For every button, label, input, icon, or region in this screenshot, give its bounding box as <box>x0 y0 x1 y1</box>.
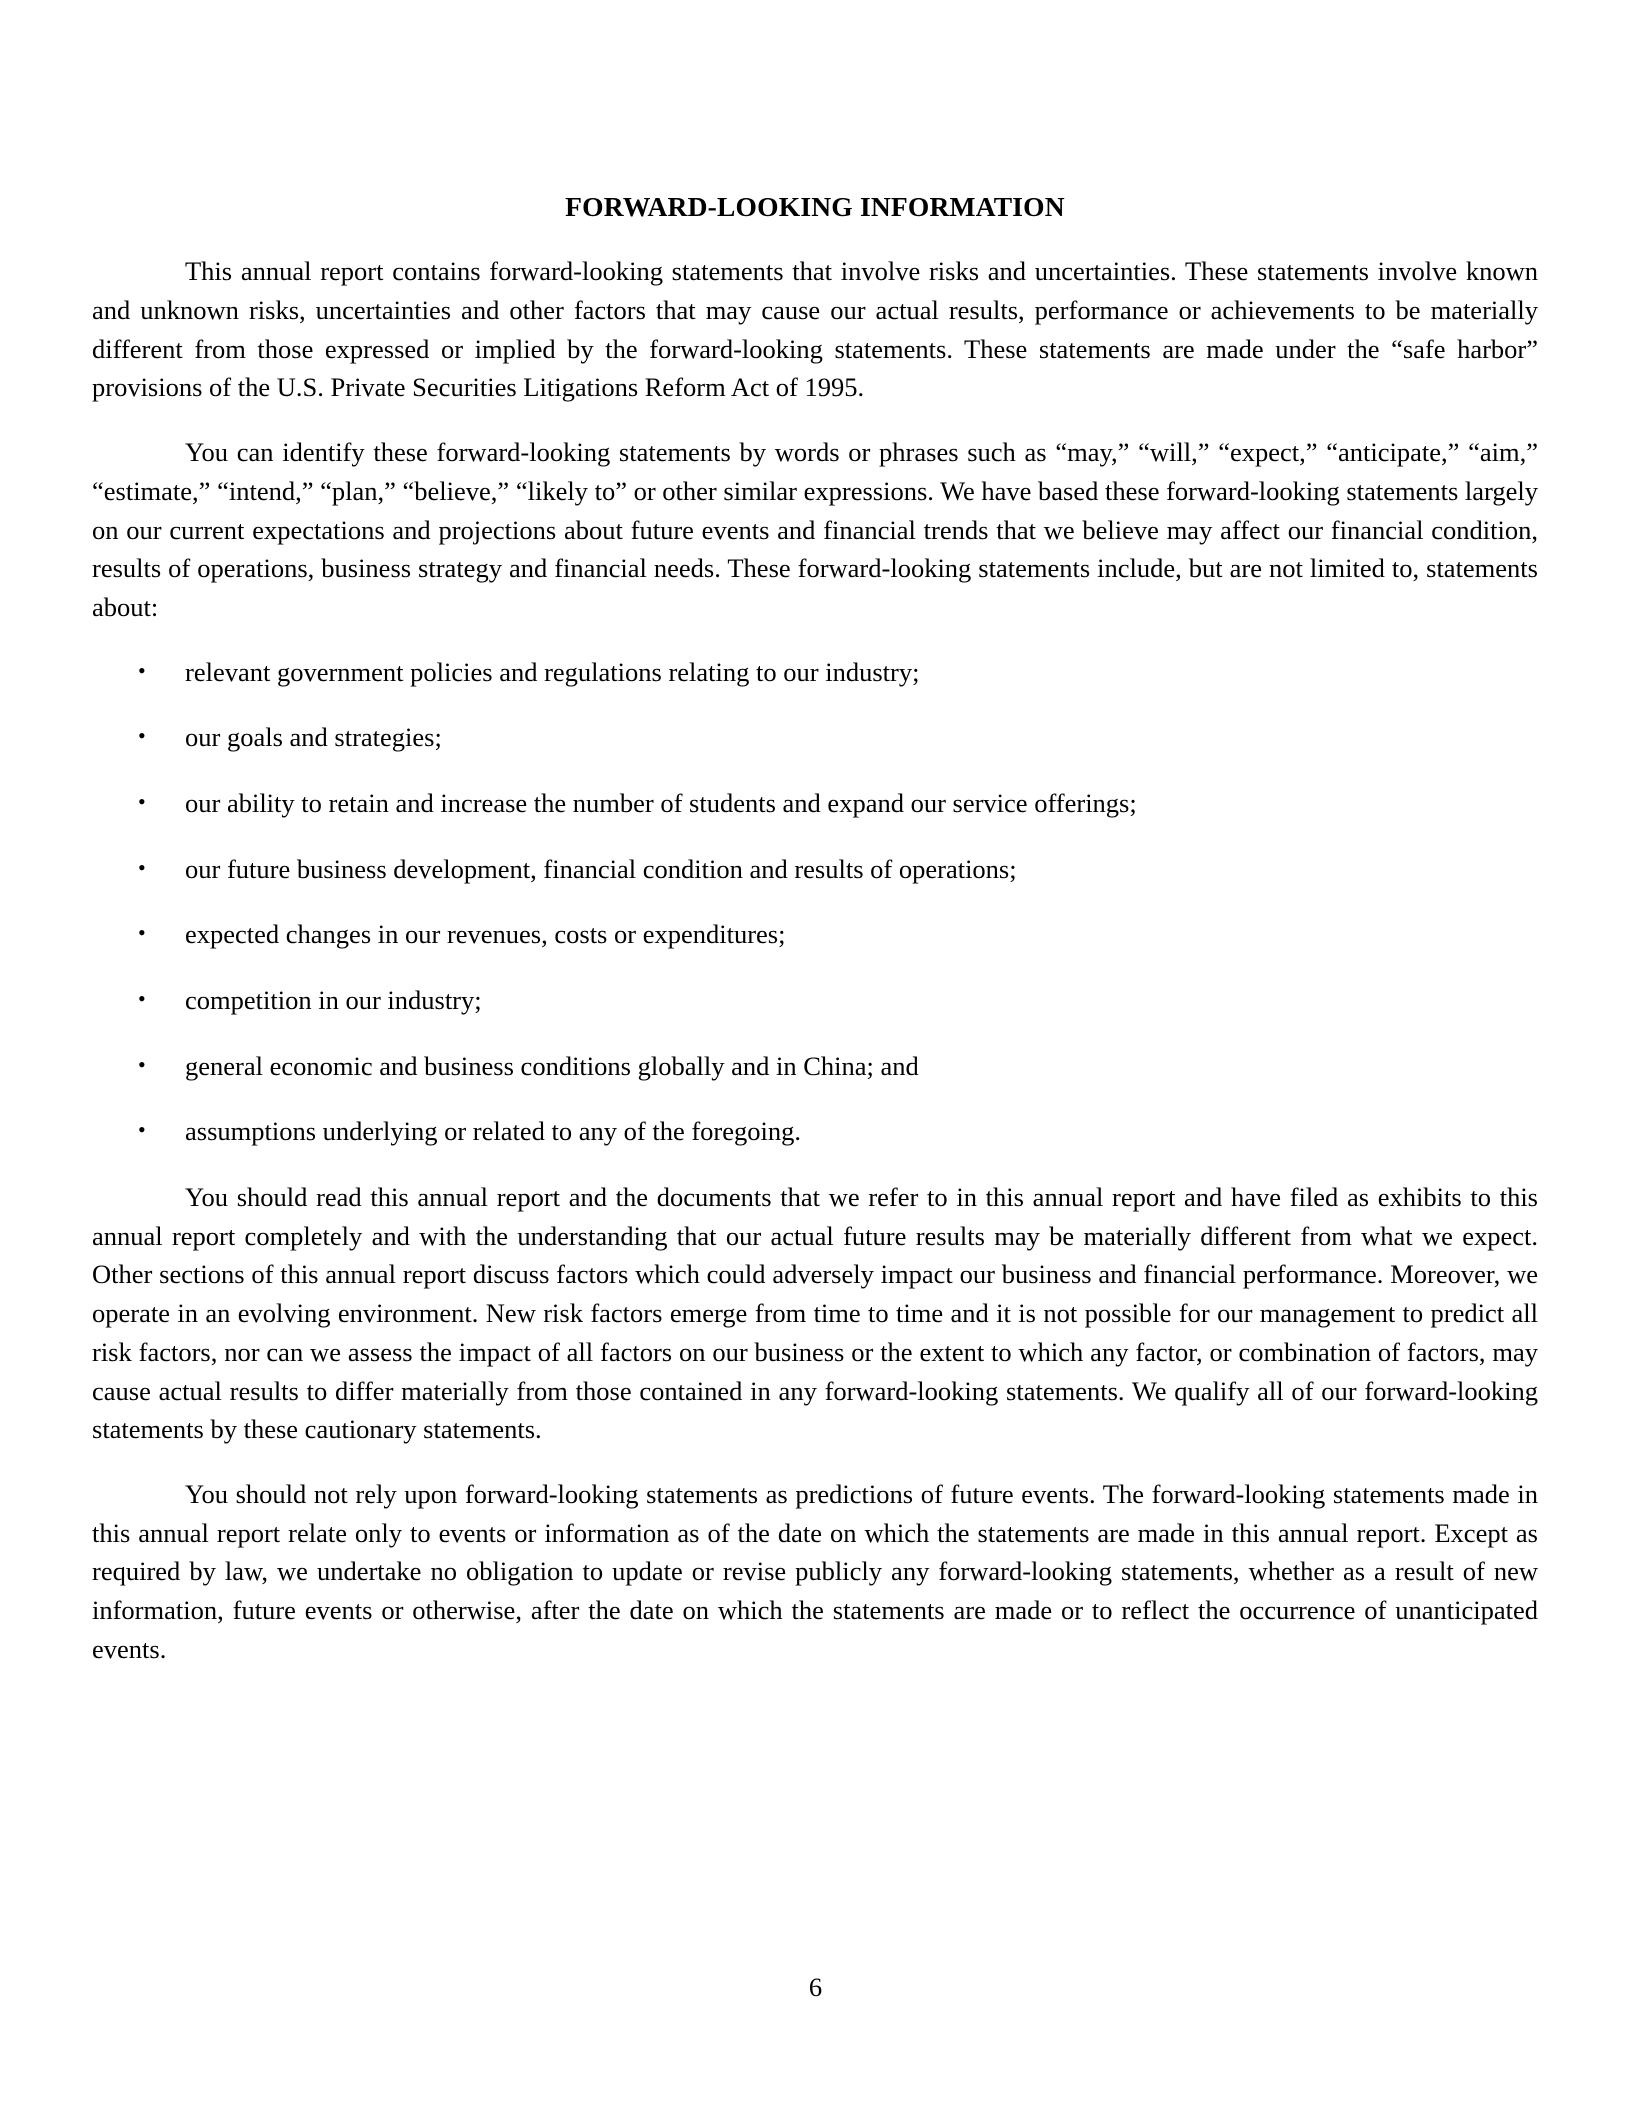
list-item-label: our ability to retain and increase the number of students and expand our service offerings; <box>185 787 1137 818</box>
list-item-label: our goals and strategies; <box>185 722 442 753</box>
paragraph-forward-looking-intro: This annual report contains forward-looking statements that involve risks and uncertainties. These statements involve known and unknown risks, uncertainties and other factors that may cause our actual results, performance or achievements to be materially different from those expressed or implied by the forward-looking statements. These statements are made under the “safe harbor” provisions of the U.S. Private Securities Litigations Reform Act of 1995. <box>92 256 1538 403</box>
bullet-icon: • <box>138 657 146 683</box>
bullet-icon: • <box>138 1051 146 1077</box>
bullet-icon: • <box>138 920 146 946</box>
paragraph-identify-statements: You can identify these forward-looking statements by words or phrases such as “may,” “will,” “expect,” “anticipate,” “aim,” “estimate,” “intend,” “plan,” “believe,” “likely to” or other similar expressions. We have based these forward-looking statements largely on our current expectations and projections about future events and financial trends that we believe may affect our financial condition, results of operations, business strategy and financial needs. These forward-looking statements include, but are not limited to, statements about: <box>92 437 1538 622</box>
list-item <box>92 1047 1538 1086</box>
list-item <box>92 915 1538 954</box>
list-item <box>92 1112 1538 1151</box>
list-item-label: competition in our industry; <box>185 985 482 1015</box>
bullet-icon: • <box>138 986 146 1011</box>
page-content <box>92 190 1538 1668</box>
bullet-icon: • <box>138 723 146 749</box>
list-item-label: our future business development, financial condition and results of operations; <box>185 853 1017 884</box>
list-item-label: general economic and business conditions globally and in China; and <box>185 1050 919 1081</box>
list-item-label: expected changes in our revenues, costs or expenditures; <box>185 919 786 950</box>
page-title: FORWARD-LOOKING INFORMATION <box>565 191 1065 222</box>
list-item-label: relevant government policies and regulations relating to our industry; <box>185 656 920 687</box>
list-item <box>92 784 1538 823</box>
list-item <box>92 653 1538 692</box>
list-item-label: assumptions underlying or related to any of the foregoing. <box>185 1116 801 1147</box>
bullet-icon: • <box>138 1117 146 1143</box>
bullet-icon: • <box>138 854 146 880</box>
bullet-icon: • <box>138 788 146 814</box>
forward-looking-topics-list <box>92 653 1538 1152</box>
page-number: 6 <box>808 1972 823 2002</box>
list-item <box>92 850 1538 889</box>
list-item <box>92 981 1538 1020</box>
list-item <box>92 718 1538 757</box>
paragraph-read-report: You should read this annual report and the documents that we refer to in this annual report and have filed as exhibits to this annual report completely and with the understanding that our actual future results may be materially different from what we expect. Other sections of this annual report discuss factors which could adversely impact our business and financial performance. Moreover, we operate in an evolving environment. New risk factors emerge from time to time and it is not possible for our management to predict all risk factors, nor can we assess the impact of all factors on our business or the extent to which any factor, or combination of factors, may cause actual results to differ materially from those contained in any forward-looking statements. We qualify all of our forward-looking statements by these cautionary statements. <box>92 1182 1538 1445</box>
paragraph-no-reliance: You should not rely upon forward-looking statements as predictions of future events. The forward-looking statements made in this annual report relate only to events or information as of the date on which the statements are made in this annual report. Except as required by law, we undertake no obligation to update or revise publicly any forward-looking statements, whether as a result of new information, future events or otherwise, after the date on which the statements are made or to reflect the occurrence of unanticipated events. <box>92 1478 1538 1664</box>
